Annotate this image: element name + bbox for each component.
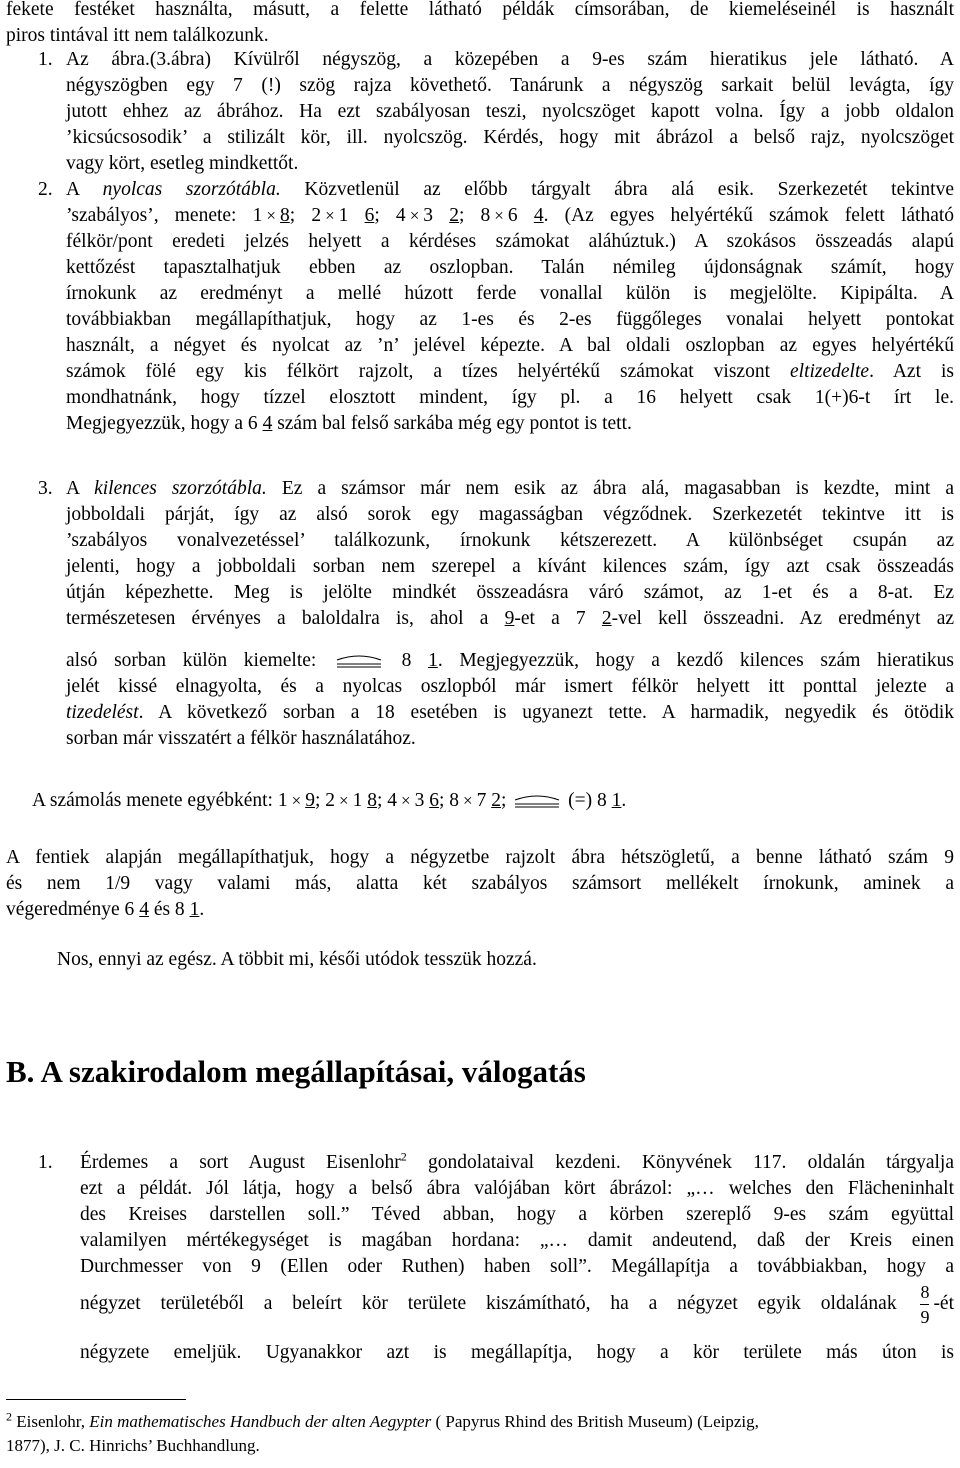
text-line: kettőzést tapasztalhatjuk ebben az oszlopban. Talán némileg újdonságnak számít, hogy — [66, 257, 954, 278]
times-icon: × — [494, 206, 504, 225]
text-line: A nyolcas szorzótábla. Közvetlenül az előbb tárgyalt ábra alá esik. Szerkezetét tekintve — [66, 179, 954, 200]
calculation-line: A számolás menete egyébként: 1 × 9; 2 × 1 8; 4 × 3 6; 8 × 7 2; (=) 8 1. — [32, 790, 627, 811]
section-heading: B. A szakirodalom megállapításai, válogatás — [6, 1054, 586, 1089]
intro-paragraph — [6, 0, 954, 49]
text-line: félkör/pont eredeti jelzés helyett a kérdéses számokat aláhúztuk.) A szokásos összeadás alapú — [66, 231, 954, 252]
text-line: Az ábra.(3.ábra) Kívülről négyszög, a közepében a 9-es szám hieratikus jele látható. A — [66, 49, 954, 70]
times-icon: × — [463, 791, 473, 810]
text-line: továbbiakban megállapíthatjuk, hogy az 1-es és 2-es függőleges vonalai helyett pontokat — [66, 309, 954, 330]
footnote-divider — [6, 1399, 186, 1400]
text-line: mondhatnánk, hogy tízzel elosztott mindent, így pl. a 16 helyett csak 1(+)6-t írt le. — [66, 387, 954, 408]
literature-item-1-continued — [80, 1340, 954, 1366]
list-item-2 — [66, 177, 954, 437]
text-line: négyzet területéből a beleírt kör területe kiszámítható, ha a négyzet egyik oldalának $\frac{8}{9}$ -ét — [80, 1282, 955, 1328]
footnote: $^2$ Eisenlohr, Ein mathematisches Handbuch der alten Aegypter ( Papyrus Rhind des British Museum) (Leipzig, 1877), J. C. Hinrichs’ Buchhandlung. — [6, 1409, 759, 1455]
hieratic-nine-icon — [511, 794, 563, 810]
list-number: 1. — [38, 49, 53, 70]
text-line: jelét kissé elnagyolta, és a nyolcas oszlopból már ismert félkör helyett itt ponttal jelezte a — [66, 676, 954, 697]
text-line: számok fölé egy kis félkört rajzolt, a tízes helyértékű számokat viszont eltizedelte. Azt is — [66, 361, 955, 382]
times-icon: × — [266, 206, 276, 225]
list-item-1 — [66, 47, 954, 177]
times-icon: × — [409, 206, 420, 225]
text-line: írnokunk az eredményt a mellé húzott ferde vonallal külön is megjelölte. Kipipálta. A — [66, 283, 954, 304]
text-line: des Kreises darstellen soll.” Téved abban, hogy a körben szereplő 9-es szám együttal — [80, 1204, 954, 1225]
list-number: 1. — [38, 1152, 53, 1173]
text-line: vagy kört, esetleg mindkettőt. — [66, 153, 299, 174]
text-line: jobboldali párját, így az alsó sorok egy magasságban végződnek. Szerkezetét tekintve itt is — [66, 504, 954, 525]
text-line: természetesen érvényes a baloldalra is, ahol a 9-et a 7 2-vel kell összeadni. Az eredményt az — [66, 608, 955, 629]
literature-item-1 — [80, 1150, 954, 1280]
text-line: tizedelést. A következő sorban a 18 esetében is ugyanezt tette. A harmadik, negyedik és ötödik — [66, 702, 954, 723]
text-line: piros tintával itt nem találkozunk. — [6, 25, 269, 46]
text-line: jelenti, hogy a jobboldali sorban nem szerepel a kívánt kilences szám, így azt csak összeadás — [66, 556, 954, 577]
text-line: A kilences szorzótábla. Ez a számsor már nem esik az ábra alá, magasabban is kezdte, mint a — [66, 478, 955, 499]
times-icon: × — [401, 791, 411, 810]
text-line: ’szabályos’, menete: 1 × 8; 2 × 1 6; 4 × 3 2; 8 × 6 4. (Az egyes helyértékű számok felett látható — [66, 205, 955, 226]
text-line: valamilyen mértékegységet is magában hordana: „… damit andeutend, daß der Kreis einen — [80, 1230, 954, 1251]
text-line: fekete festéket használta, másutt, a felette látható példák címsorában, de kiemeléseinél is használt — [6, 0, 954, 20]
closing-sentence: Nos, ennyi az egész. A többit mi, késői utódok tesszük hozzá. — [57, 949, 537, 970]
text-line: A fentiek alapján megállapíthatjuk, hogy a négyzetbe rajzolt ábra hétszögletű, a benne látható szám 9 — [6, 847, 954, 868]
text-line: jutott ehhez az ábrához. Ha ezt szabályosan teszi, nyolcszöget kapott volna. Így a jobb oldalon — [66, 101, 954, 122]
literature-item-1-fraction-line — [80, 1282, 954, 1326]
text-line: ezt a példát. Jól látja, hogy a belső ábra valójában kört ábrázol: „… welches den Flächeninhalt — [80, 1178, 954, 1199]
times-icon: × — [325, 206, 335, 225]
list-item-3-continued — [66, 648, 954, 752]
text-line: négyzete emeljük. Ugyanakkor azt is megállapítja, hogy a kör területe más úton is — [80, 1342, 954, 1363]
text-line: és nem 1/9 vagy valami más, alatta két szabályos számsort mellékelt írnokunk, aminek a — [6, 873, 954, 894]
text-line: ’kicsúcsosodik’ a stilizált kör, ill. nyolcszög. Kérdés, hogy mit ábrázol a belső rajz, nyolcszöget — [66, 127, 954, 148]
text-line: alsó sorban külön kiemelte: 8 1. Megjegyezzük, hogy a kezdő kilences szám hieratikus — [66, 650, 954, 671]
hieratic-nine-icon — [333, 654, 385, 670]
times-icon: × — [338, 791, 349, 810]
text-line: sorban már visszatért a félkör használatához. — [66, 728, 416, 749]
text-line: négyszögben egy 7 (!) szög rajza követhető. Tanárunk a négyszög sarkait belül levágta, így — [66, 75, 954, 96]
list-item-3 — [66, 476, 954, 632]
text-line: Érdemes a sort August Eisenlohr$^2$ gondolataival kezdeni. Könyvének 117. oldalán tárgyalja — [80, 1149, 954, 1173]
fraction: $\frac{8}{9}$ — [920, 1282, 930, 1328]
list-number: 3. — [38, 478, 53, 499]
text-line: ’szabályos vonalvezetéssel’ találkozunk, írnokunk kétszerezett. A különbséget csupán az — [66, 530, 954, 551]
list-number: 2. — [38, 179, 53, 200]
text-line: Durchmesser von 9 (Ellen oder Ruthen) haben soll”. Megállapítja a továbbiakban, hogy a — [80, 1256, 954, 1277]
text-line: használt, a négyet és nyolcat az ’n’ jelével képezte. A bal oldali oszlopban az egyes helyértékű — [66, 335, 954, 356]
text-line: útján képezhette. Meg is jelölte mindkét összeadásra váró számot, az 1-et és a 8-at. Ez — [66, 582, 954, 603]
times-icon: × — [291, 791, 302, 810]
text-line: végeredménye 6 4 és 8 1. — [6, 899, 205, 920]
conclusion-paragraph — [6, 845, 954, 923]
text-line: Megjegyezzük, hogy a 6 4 szám bal felső sarkába még egy pontot is tett. — [66, 413, 632, 434]
